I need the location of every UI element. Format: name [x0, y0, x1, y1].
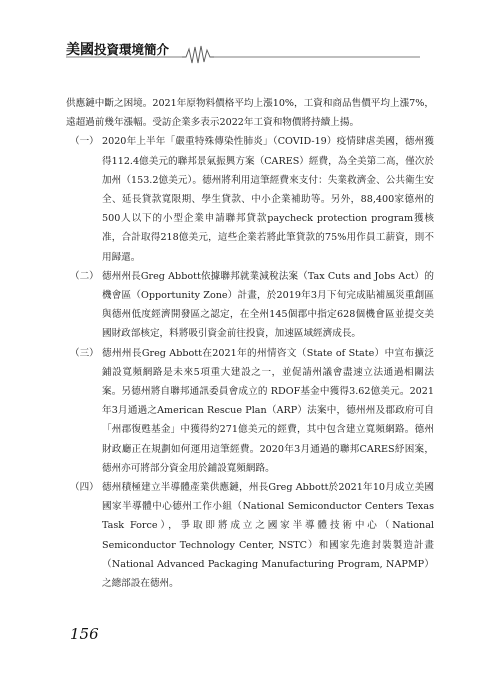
header-title	[66, 39, 169, 59]
list-item-text: 2020年上半年「嚴重特殊傳染性肺炎」（COVID-19）疫情肆虐美國，德州獲得112.4億美元的聯邦景氣振興方案（CARES）經費，為全美第二高，僅次於加州（153.2億美元）。德州將利用這筆經費來支付：失業救濟金、公共衛生安全、延長貸款寬限期、學生貸款、中小企業補助等。另外，88,400家德州的500人以下的小型企業申請聯邦貸款paycheck protection program獲核准，合計取得218億美元，這些企業若將此筆貸款的75%用作員工薪資，則不用歸還。	[102, 136, 434, 263]
list-item-number: （二）	[70, 270, 99, 282]
list-item-text: 德州州長Greg Abbott依據聯邦就業減稅法案（Tax Cuts and Jobs Act）的機會區（Opportunity Zone）計畫，於2019年3月下旬完成貼補風災重創區與德州低度經濟開發區之認定，在全州145個郡中指定628個機會區並提交美國財政部核定，料將吸引資金前往投資，加速區域經濟成長。	[102, 270, 434, 340]
list-item	[66, 132, 434, 266]
list-item	[66, 344, 434, 478]
header-title-large: 美國	[66, 42, 94, 58]
list-item	[66, 267, 434, 344]
list-item-text: 德州積極建立半導體產業供應鏈，州長Greg Abbott於2021年10月成立美國國家半導體中心德州工作小組（National Semiconductor Centers Texas Task Force），爭取即將成立之國家半導體技術中心（National Semiconductor Technology Center, NSTC）和國家先進封裝製造計畫（National Advanced Packaging Manufacturing Program, NAPMP）之總部設在德州。	[102, 482, 434, 590]
list-item-text: 德州州長Greg Abbott在2021年的州情咨文（State of State）中宣布擴泛鋪設寬頻網路是未來5項重大建設之一，並促請州議會盡速立法通過相關法案。另德州將自聯邦通訊委員會成立的 RDOF基金中獲得3.62億美元。2021年3月通過之American Rescue Plan（ARP）法案中，德州州及郡政府可自「州郡復甦基金」中獲得約271億美元的經費，其中包含建立寬頻網路。德州財政廳正在規劃如何運用這筆經費。2020年3月通過的聯邦CARES紓困案，德州亦可將部分資金用於鋪設寬頻網路。	[102, 347, 434, 474]
header-title-small: 投資環境簡介	[94, 42, 170, 57]
list-item-number: （三）	[70, 347, 99, 359]
list-item-number: （四）	[70, 482, 99, 494]
body-text	[66, 94, 434, 593]
intro-paragraph: 供應鏈中斷之困境。2021年原物料價格平均上漲10%，工資和商品售價平均上漲7%，遠超過前幾年漲幅。受訪企業多表示2022年工資和物價將持續上揚。	[66, 98, 434, 129]
list-item-number: （一）	[70, 136, 99, 148]
running-header	[0, 30, 480, 70]
list-item	[66, 478, 434, 593]
page-number: 156	[70, 625, 99, 643]
